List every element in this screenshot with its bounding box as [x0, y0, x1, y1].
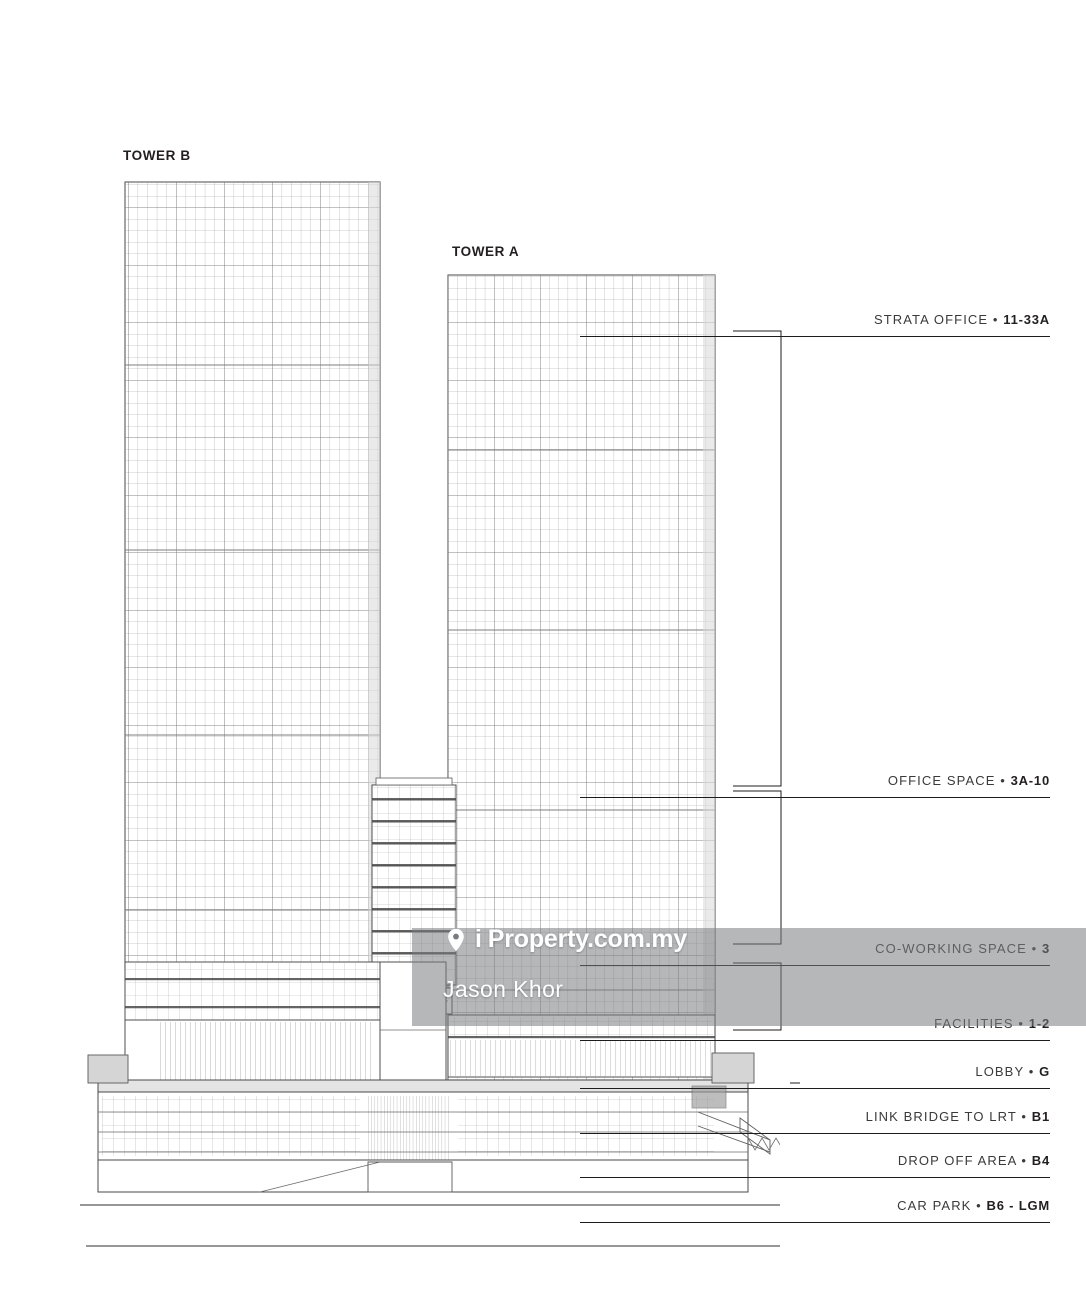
legend-floors: G	[1039, 1064, 1050, 1079]
tower-b-label: TOWER B	[123, 148, 191, 163]
legend-separator: •	[1021, 1153, 1028, 1168]
legend-rule	[580, 1133, 1050, 1134]
legend-floors: B4	[1031, 1153, 1050, 1168]
legend-label: CAR PARK	[897, 1198, 972, 1213]
legend-rule	[580, 797, 1050, 798]
legend-label: LINK BRIDGE TO LRT	[865, 1109, 1017, 1124]
legend-label: LOBBY	[975, 1064, 1024, 1079]
legend-rule	[580, 1177, 1050, 1178]
legend-row-lobby	[580, 1064, 1050, 1084]
tower-a-label: TOWER A	[452, 244, 520, 259]
legend-rule	[580, 1222, 1050, 1223]
legend-label: OFFICE SPACE	[887, 773, 996, 788]
legend-separator: •	[1021, 1109, 1028, 1124]
legend-rule	[580, 336, 1050, 337]
watermark-brand-rest: Property.com.my	[487, 925, 688, 953]
legend-rule	[580, 1088, 1050, 1089]
legend-separator: •	[992, 312, 999, 327]
legend-row-drop-off-area	[580, 1153, 1050, 1173]
legend-floors: B1	[1031, 1109, 1050, 1124]
legend-row-strata-office	[580, 312, 1050, 332]
watermark-brand-i: i	[475, 925, 482, 953]
legend-row-link-bridge	[580, 1109, 1050, 1129]
legend-separator: •	[1000, 773, 1006, 788]
legend-row-car-park	[580, 1198, 1050, 1218]
legend-separator: •	[1028, 1064, 1035, 1079]
legend-row-office-space	[580, 773, 1050, 793]
watermark-brand	[443, 925, 687, 954]
watermark-agent-name: Jason Khor	[443, 976, 564, 1002]
legend-rule	[580, 1040, 1050, 1041]
legend-label: STRATA OFFICE	[873, 312, 989, 327]
legend-floors: 3A-10	[1010, 773, 1050, 788]
legend-floors: B6 - LGM	[986, 1198, 1050, 1213]
legend-floors: 11-33A	[1003, 312, 1050, 327]
location-pin-icon	[443, 927, 469, 953]
legend-label: DROP OFF AREA	[897, 1153, 1017, 1168]
legend-separator: •	[976, 1198, 982, 1213]
